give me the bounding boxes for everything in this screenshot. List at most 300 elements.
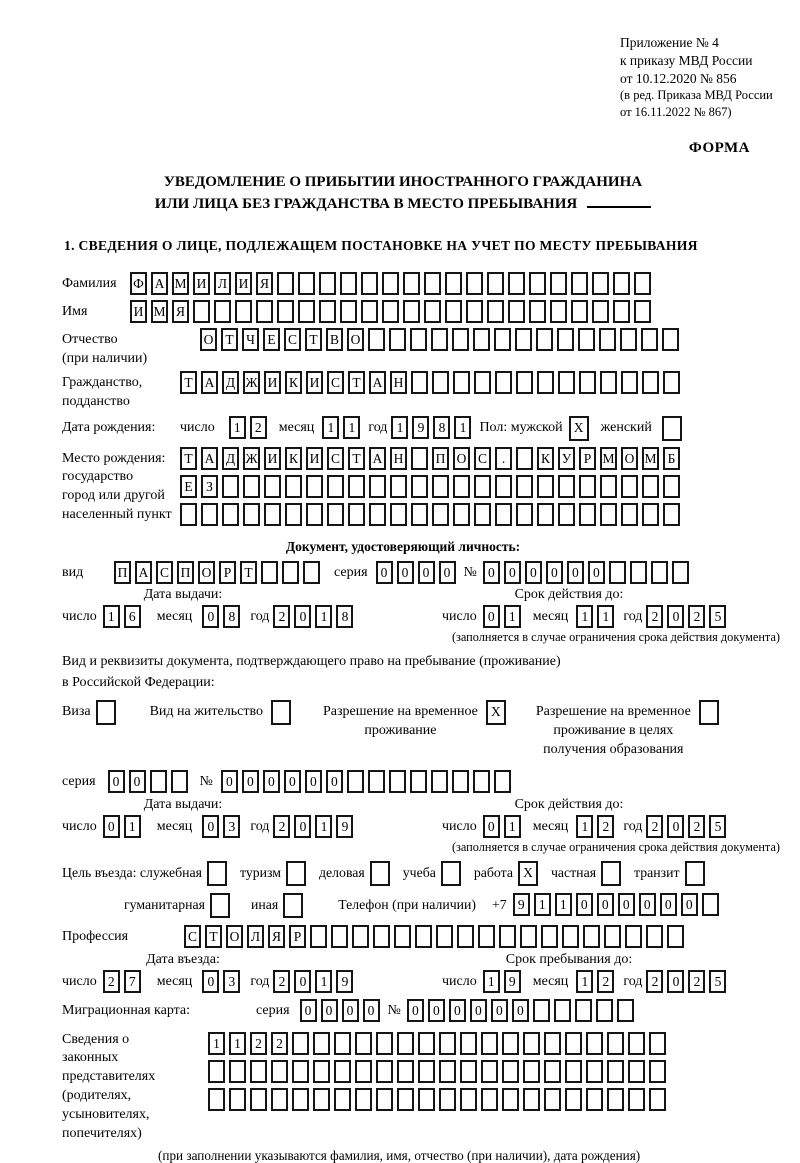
char-cell[interactable] — [403, 272, 420, 295]
birth-year-cells[interactable] — [391, 416, 475, 439]
char-cell[interactable] — [264, 503, 281, 526]
char-cell[interactable] — [596, 999, 613, 1022]
char-cell[interactable] — [361, 272, 378, 295]
char-cell[interactable]: С — [327, 447, 344, 470]
char-cell[interactable]: 3 — [223, 815, 240, 838]
char-cell[interactable] — [376, 1032, 393, 1055]
char-cell[interactable] — [394, 925, 411, 948]
char-cell[interactable] — [355, 1088, 372, 1111]
char-cell[interactable] — [466, 300, 483, 323]
char-cell[interactable] — [452, 328, 469, 351]
char-cell[interactable]: 2 — [646, 815, 663, 838]
char-cell[interactable]: 0 — [321, 999, 338, 1022]
char-cell[interactable] — [667, 925, 684, 948]
char-cell[interactable]: Т — [180, 447, 197, 470]
char-cell[interactable]: Т — [348, 371, 365, 394]
char-cell[interactable] — [533, 999, 550, 1022]
char-cell[interactable] — [313, 1060, 330, 1083]
char-cell[interactable]: С — [327, 371, 344, 394]
char-cell[interactable] — [613, 272, 630, 295]
char-cell[interactable] — [243, 503, 260, 526]
char-cell[interactable] — [586, 1060, 603, 1083]
char-cell[interactable]: 2 — [273, 815, 290, 838]
char-cell[interactable] — [502, 1032, 519, 1055]
char-cell[interactable] — [481, 1060, 498, 1083]
char-cell[interactable] — [502, 1060, 519, 1083]
char-cell[interactable]: С — [284, 328, 301, 351]
char-cell[interactable] — [453, 503, 470, 526]
char-cell[interactable] — [600, 475, 617, 498]
char-cell[interactable] — [445, 272, 462, 295]
doc2-valid-month[interactable] — [576, 815, 618, 838]
char-cell[interactable] — [621, 371, 638, 394]
char-cell[interactable]: 2 — [273, 605, 290, 628]
char-cell[interactable] — [306, 503, 323, 526]
char-cell[interactable]: 2 — [688, 605, 705, 628]
char-cell[interactable]: Н — [390, 447, 407, 470]
char-cell[interactable] — [410, 770, 427, 793]
char-cell[interactable] — [558, 503, 575, 526]
char-cell[interactable] — [439, 1032, 456, 1055]
char-cell[interactable]: 2 — [273, 970, 290, 993]
char-cell[interactable] — [319, 272, 336, 295]
doc2-series-cells[interactable] — [108, 770, 192, 793]
char-cell[interactable]: 1 — [315, 970, 332, 993]
char-cell[interactable]: Р — [219, 561, 236, 584]
char-cell[interactable] — [634, 272, 651, 295]
char-cell[interactable]: 0 — [449, 999, 466, 1022]
char-cell[interactable]: 1 — [597, 605, 614, 628]
char-cell[interactable]: 1 — [504, 815, 521, 838]
char-cell[interactable]: 0 — [483, 605, 500, 628]
doc-valid-year[interactable] — [646, 605, 730, 628]
char-cell[interactable]: 2 — [271, 1032, 288, 1055]
char-cell[interactable] — [382, 300, 399, 323]
char-cell[interactable] — [207, 861, 227, 886]
char-cell[interactable] — [369, 475, 386, 498]
doc2-valid-day[interactable] — [483, 815, 525, 838]
char-cell[interactable] — [403, 300, 420, 323]
char-cell[interactable]: М — [151, 300, 168, 323]
char-cell[interactable] — [271, 1088, 288, 1111]
char-cell[interactable] — [340, 300, 357, 323]
char-cell[interactable]: 0 — [667, 605, 684, 628]
char-cell[interactable]: А — [135, 561, 152, 584]
entry-year[interactable] — [273, 970, 357, 993]
char-cell[interactable] — [411, 447, 428, 470]
char-cell[interactable]: 9 — [336, 815, 353, 838]
char-cell[interactable]: 0 — [512, 999, 529, 1022]
char-cell[interactable]: 2 — [688, 815, 705, 838]
char-cell[interactable]: 0 — [294, 815, 311, 838]
char-cell[interactable] — [96, 700, 116, 725]
char-cell[interactable]: 1 — [229, 416, 246, 439]
char-cell[interactable]: 1 — [534, 893, 551, 916]
char-cell[interactable] — [201, 503, 218, 526]
char-cell[interactable] — [473, 770, 490, 793]
char-cell[interactable]: 6 — [124, 605, 141, 628]
char-cell[interactable]: А — [369, 371, 386, 394]
char-cell[interactable] — [649, 1088, 666, 1111]
char-cell[interactable] — [348, 503, 365, 526]
char-cell[interactable]: 0 — [546, 561, 563, 584]
char-cell[interactable] — [415, 925, 432, 948]
char-cell[interactable] — [494, 770, 511, 793]
char-cell[interactable] — [487, 300, 504, 323]
char-cell[interactable] — [306, 475, 323, 498]
char-cell[interactable] — [520, 925, 537, 948]
char-cell[interactable]: 0 — [263, 770, 280, 793]
char-cell[interactable] — [298, 272, 315, 295]
char-cell[interactable]: 0 — [129, 770, 146, 793]
char-cell[interactable] — [376, 1060, 393, 1083]
study-checkbox[interactable] — [441, 861, 465, 886]
char-cell[interactable]: 5 — [709, 815, 726, 838]
char-cell[interactable] — [579, 475, 596, 498]
doc-series-cells[interactable] — [376, 561, 460, 584]
char-cell[interactable] — [303, 561, 320, 584]
char-cell[interactable]: О — [198, 561, 215, 584]
char-cell[interactable]: А — [201, 447, 218, 470]
char-cell[interactable] — [453, 475, 470, 498]
char-cell[interactable] — [495, 475, 512, 498]
char-cell[interactable]: 5 — [709, 605, 726, 628]
sex-male-checkbox[interactable] — [569, 416, 593, 441]
char-cell[interactable] — [474, 503, 491, 526]
char-cell[interactable] — [261, 561, 278, 584]
char-cell[interactable] — [646, 925, 663, 948]
char-cell[interactable]: 9 — [336, 970, 353, 993]
char-cell[interactable] — [523, 1088, 540, 1111]
char-cell[interactable]: Ф — [130, 272, 147, 295]
char-cell[interactable] — [453, 371, 470, 394]
char-cell[interactable] — [368, 328, 385, 351]
doc2-number-cells[interactable] — [221, 770, 515, 793]
tourism-checkbox[interactable] — [286, 861, 310, 886]
char-cell[interactable] — [334, 1060, 351, 1083]
char-cell[interactable] — [432, 475, 449, 498]
doc-valid-month[interactable] — [576, 605, 618, 628]
birth-month-cells[interactable] — [322, 416, 364, 439]
char-cell[interactable]: Т — [348, 447, 365, 470]
char-cell[interactable] — [541, 925, 558, 948]
char-cell[interactable]: 1 — [576, 605, 593, 628]
mig-number-cells[interactable] — [407, 999, 638, 1022]
char-cell[interactable] — [370, 861, 390, 886]
reps-row2[interactable] — [208, 1060, 670, 1083]
char-cell[interactable]: А — [201, 371, 218, 394]
char-cell[interactable]: 0 — [294, 970, 311, 993]
char-cell[interactable] — [352, 925, 369, 948]
char-cell[interactable]: 0 — [504, 561, 521, 584]
char-cell[interactable] — [319, 300, 336, 323]
transit-checkbox[interactable] — [685, 861, 709, 886]
char-cell[interactable]: Я — [256, 272, 273, 295]
temp-residence-checkbox[interactable] — [486, 700, 510, 725]
char-cell[interactable] — [418, 1060, 435, 1083]
stay-day[interactable] — [483, 970, 525, 993]
char-cell[interactable] — [702, 893, 719, 916]
temp-residence-edu-checkbox[interactable] — [699, 700, 723, 725]
char-cell[interactable]: 0 — [491, 999, 508, 1022]
char-cell[interactable]: И — [306, 447, 323, 470]
char-cell[interactable]: Т — [221, 328, 238, 351]
char-cell[interactable] — [292, 1088, 309, 1111]
char-cell[interactable] — [397, 1060, 414, 1083]
char-cell[interactable] — [441, 861, 461, 886]
char-cell[interactable]: 0 — [407, 999, 424, 1022]
char-cell[interactable] — [313, 1032, 330, 1055]
char-cell[interactable]: Л — [214, 272, 231, 295]
char-cell[interactable] — [554, 999, 571, 1022]
char-cell[interactable] — [499, 925, 516, 948]
char-cell[interactable] — [285, 503, 302, 526]
birth-place-row3[interactable] — [180, 503, 684, 526]
birth-place-row2[interactable] — [180, 475, 684, 498]
char-cell[interactable]: 1 — [322, 416, 339, 439]
char-cell[interactable] — [473, 328, 490, 351]
char-cell[interactable]: 0 — [363, 999, 380, 1022]
char-cell[interactable] — [474, 475, 491, 498]
char-cell[interactable] — [180, 503, 197, 526]
char-cell[interactable]: 8 — [336, 605, 353, 628]
char-cell[interactable]: 0 — [326, 770, 343, 793]
reps-row3[interactable] — [208, 1088, 670, 1111]
char-cell[interactable] — [609, 561, 626, 584]
char-cell[interactable] — [649, 1032, 666, 1055]
char-cell[interactable] — [515, 328, 532, 351]
char-cell[interactable] — [208, 1060, 225, 1083]
char-cell[interactable]: И — [193, 272, 210, 295]
char-cell[interactable]: М — [600, 447, 617, 470]
char-cell[interactable]: 1 — [454, 416, 471, 439]
char-cell[interactable]: 7 — [124, 970, 141, 993]
char-cell[interactable]: 0 — [342, 999, 359, 1022]
char-cell[interactable] — [355, 1060, 372, 1083]
char-cell[interactable] — [620, 328, 637, 351]
char-cell[interactable] — [334, 1032, 351, 1055]
char-cell[interactable] — [310, 925, 327, 948]
surname-cells[interactable] — [130, 272, 655, 295]
char-cell[interactable]: 0 — [294, 605, 311, 628]
char-cell[interactable]: Р — [579, 447, 596, 470]
char-cell[interactable] — [628, 1060, 645, 1083]
char-cell[interactable]: П — [432, 447, 449, 470]
char-cell[interactable]: 2 — [597, 815, 614, 838]
char-cell[interactable] — [586, 1088, 603, 1111]
char-cell[interactable] — [466, 272, 483, 295]
char-cell[interactable]: С — [156, 561, 173, 584]
doc-issue-day[interactable] — [103, 605, 145, 628]
char-cell[interactable] — [424, 300, 441, 323]
char-cell[interactable]: 2 — [250, 1032, 267, 1055]
char-cell[interactable] — [277, 300, 294, 323]
char-cell[interactable] — [411, 503, 428, 526]
char-cell[interactable] — [481, 1032, 498, 1055]
residence-permit-checkbox[interactable] — [271, 700, 295, 725]
char-cell[interactable]: 1 — [483, 970, 500, 993]
char-cell[interactable]: 0 — [576, 893, 593, 916]
char-cell[interactable] — [460, 1060, 477, 1083]
char-cell[interactable]: 0 — [667, 970, 684, 993]
char-cell[interactable] — [369, 503, 386, 526]
char-cell[interactable] — [460, 1088, 477, 1111]
char-cell[interactable] — [536, 328, 553, 351]
char-cell[interactable]: О — [453, 447, 470, 470]
char-cell[interactable]: И — [264, 371, 281, 394]
char-cell[interactable] — [432, 503, 449, 526]
char-cell[interactable]: О — [347, 328, 364, 351]
char-cell[interactable]: О — [200, 328, 217, 351]
char-cell[interactable] — [373, 925, 390, 948]
char-cell[interactable] — [599, 328, 616, 351]
char-cell[interactable] — [452, 770, 469, 793]
char-cell[interactable] — [495, 503, 512, 526]
char-cell[interactable]: X — [569, 416, 589, 441]
char-cell[interactable]: 0 — [483, 815, 500, 838]
char-cell[interactable] — [457, 925, 474, 948]
char-cell[interactable]: Н — [390, 371, 407, 394]
char-cell[interactable]: 0 — [202, 970, 219, 993]
char-cell[interactable] — [592, 272, 609, 295]
char-cell[interactable] — [327, 475, 344, 498]
char-cell[interactable]: 1 — [576, 815, 593, 838]
char-cell[interactable] — [235, 300, 252, 323]
char-cell[interactable]: 0 — [202, 605, 219, 628]
char-cell[interactable]: К — [285, 447, 302, 470]
other-checkbox[interactable] — [283, 893, 307, 918]
char-cell[interactable] — [286, 861, 306, 886]
char-cell[interactable]: 0 — [202, 815, 219, 838]
char-cell[interactable] — [436, 925, 453, 948]
char-cell[interactable]: Я — [172, 300, 189, 323]
char-cell[interactable] — [327, 503, 344, 526]
char-cell[interactable] — [663, 371, 680, 394]
char-cell[interactable] — [575, 999, 592, 1022]
char-cell[interactable]: Я — [268, 925, 285, 948]
char-cell[interactable] — [410, 328, 427, 351]
doc2-issue-day[interactable] — [103, 815, 145, 838]
char-cell[interactable]: 2 — [597, 970, 614, 993]
doc-number-cells[interactable] — [483, 561, 693, 584]
doc2-issue-year[interactable] — [273, 815, 357, 838]
char-cell[interactable] — [397, 1088, 414, 1111]
char-cell[interactable] — [390, 475, 407, 498]
entry-day[interactable] — [103, 970, 145, 993]
char-cell[interactable] — [516, 371, 533, 394]
char-cell[interactable] — [529, 300, 546, 323]
char-cell[interactable] — [361, 300, 378, 323]
char-cell[interactable]: К — [285, 371, 302, 394]
char-cell[interactable] — [229, 1088, 246, 1111]
char-cell[interactable] — [508, 272, 525, 295]
char-cell[interactable] — [508, 300, 525, 323]
char-cell[interactable] — [571, 300, 588, 323]
birth-day-cells[interactable] — [229, 416, 271, 439]
char-cell[interactable] — [340, 272, 357, 295]
char-cell[interactable] — [390, 503, 407, 526]
char-cell[interactable]: Ч — [242, 328, 259, 351]
char-cell[interactable]: Т — [305, 328, 322, 351]
char-cell[interactable]: . — [495, 447, 512, 470]
profession-cells[interactable] — [184, 925, 688, 948]
char-cell[interactable]: С — [184, 925, 201, 948]
birth-place-row1[interactable] — [180, 447, 684, 470]
char-cell[interactable] — [397, 1032, 414, 1055]
char-cell[interactable] — [621, 503, 638, 526]
char-cell[interactable] — [256, 300, 273, 323]
char-cell[interactable] — [264, 475, 281, 498]
char-cell[interactable] — [411, 371, 428, 394]
char-cell[interactable]: 0 — [597, 893, 614, 916]
char-cell[interactable]: 0 — [284, 770, 301, 793]
char-cell[interactable] — [334, 1088, 351, 1111]
char-cell[interactable] — [250, 1060, 267, 1083]
char-cell[interactable] — [537, 503, 554, 526]
char-cell[interactable]: 1 — [124, 815, 141, 838]
char-cell[interactable]: 1 — [576, 970, 593, 993]
char-cell[interactable] — [662, 328, 679, 351]
char-cell[interactable] — [298, 300, 315, 323]
char-cell[interactable] — [282, 561, 299, 584]
char-cell[interactable] — [672, 561, 689, 584]
char-cell[interactable] — [523, 1060, 540, 1083]
char-cell[interactable] — [578, 328, 595, 351]
char-cell[interactable]: 0 — [588, 561, 605, 584]
stay-month[interactable] — [576, 970, 618, 993]
char-cell[interactable]: 1 — [391, 416, 408, 439]
char-cell[interactable] — [625, 925, 642, 948]
phone-cells[interactable] — [513, 893, 723, 916]
char-cell[interactable] — [600, 371, 617, 394]
char-cell[interactable]: И — [306, 371, 323, 394]
char-cell[interactable] — [523, 1032, 540, 1055]
char-cell[interactable] — [418, 1032, 435, 1055]
char-cell[interactable]: 1 — [208, 1032, 225, 1055]
char-cell[interactable]: 0 — [660, 893, 677, 916]
char-cell[interactable]: 1 — [343, 416, 360, 439]
char-cell[interactable] — [389, 770, 406, 793]
char-cell[interactable]: 0 — [428, 999, 445, 1022]
work-checkbox[interactable] — [518, 861, 542, 886]
char-cell[interactable] — [685, 861, 705, 886]
char-cell[interactable]: 0 — [618, 893, 635, 916]
mig-series-cells[interactable] — [300, 999, 384, 1022]
char-cell[interactable] — [634, 300, 651, 323]
char-cell[interactable] — [478, 925, 495, 948]
char-cell[interactable] — [250, 1088, 267, 1111]
char-cell[interactable]: 0 — [108, 770, 125, 793]
char-cell[interactable] — [431, 770, 448, 793]
char-cell[interactable]: О — [226, 925, 243, 948]
char-cell[interactable]: 3 — [223, 970, 240, 993]
char-cell[interactable]: 2 — [646, 605, 663, 628]
char-cell[interactable]: 1 — [315, 605, 332, 628]
char-cell[interactable]: 2 — [646, 970, 663, 993]
humanitarian-checkbox[interactable] — [210, 893, 234, 918]
char-cell[interactable]: Ж — [243, 371, 260, 394]
doc2-valid-year[interactable] — [646, 815, 730, 838]
char-cell[interactable] — [642, 371, 659, 394]
char-cell[interactable] — [150, 770, 167, 793]
char-cell[interactable] — [607, 1032, 624, 1055]
char-cell[interactable]: Л — [247, 925, 264, 948]
char-cell[interactable] — [494, 328, 511, 351]
char-cell[interactable] — [502, 1088, 519, 1111]
char-cell[interactable]: 0 — [242, 770, 259, 793]
char-cell[interactable]: И — [264, 447, 281, 470]
char-cell[interactable] — [613, 300, 630, 323]
